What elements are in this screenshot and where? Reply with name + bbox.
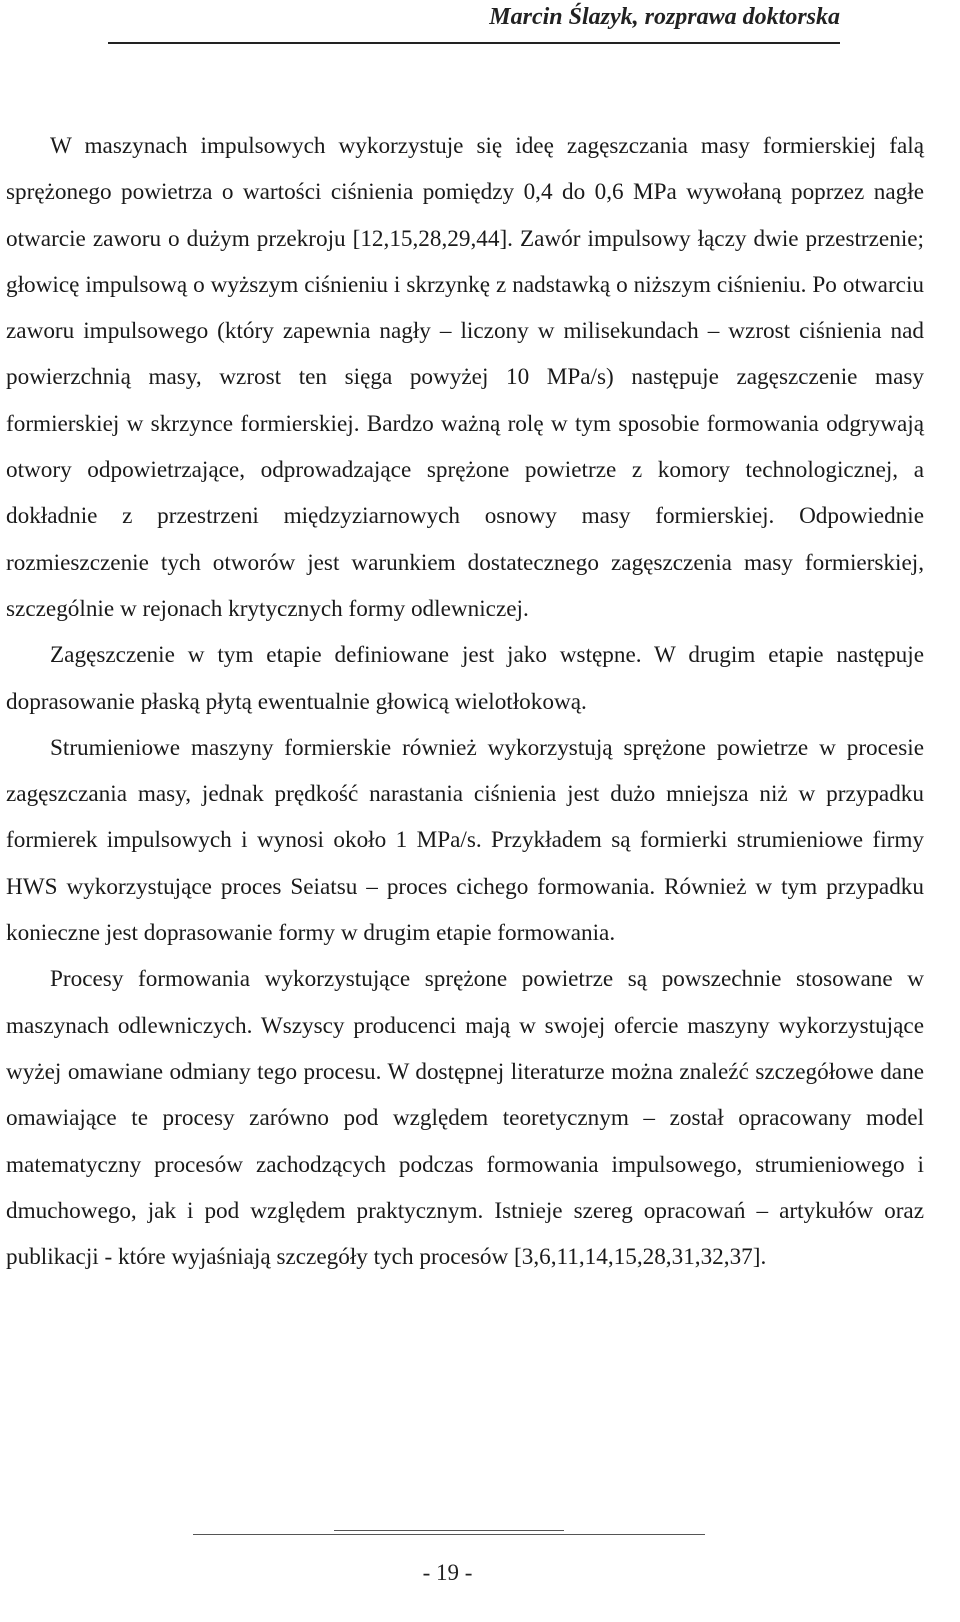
paragraph-preliminary-compaction: Zagęszczenie w tym etapie definiowane jest jako wstępne. W drugim etapie następuje doprasowanie płaską płytą ewentualnie głowicą wielotłokową. (6, 642, 924, 715)
header-title: Marcin Ślazyk, rozprawa doktorska (489, 4, 840, 30)
page-header (108, 0, 840, 46)
document-body (6, 123, 924, 1280)
paragraph-impulse-machines: W maszynach impulsowych wykorzystuje się ideę zagęszczania masy formierskiej falą sprężonego powietrza o wartości ciśnienia pomiędzy 0,4 do 0,6 MPa wywołaną poprzez nagłe otwarcie zaworu o dużym przekroju [12,15,28,29,44]. Zawór impulsowy łączy dwie przestrzenie; głowicę impulsową o wyższym ciśnieniu i skrzynkę z nadstawką o niższym ciśnieniu. Po otwarciu zaworu impulsowego (który zapewnia nagły – liczony w milisekundach – wzrost ciśnienia nad powierzchnią masy, wzrost ten sięga powyżej 10 MPa/s) następuje zagęszczenie masy formierskiej w skrzynce formierskiej. Bardzo ważną rolę w tym sposobie formowania odgrywają otwory odpowietrzające, odprowadzające sprężone powietrze z komory technologicznej, a dokładnie z przestrzeni międzyziarnowych osnowy masy formierskiej. Odpowiednie rozmieszczenie tych otworów jest warunkiem dostatecznego zagęszczenia masy formierskiej, szczególnie w rejonach krytycznych formy odlewniczej. (6, 133, 924, 622)
paragraph-compressed-air-processes: Procesy formowania wykorzystujące sprężone powietrze są powszechnie stosowane w maszynach odlewniczych. Wszyscy producenci mają w swojej ofercie maszyny wykorzystujące wyżej omawiane odmiany tego procesu. W dostępnej literaturze można znaleźć szczegółowe dane omawiające te procesy zarówno pod względem teoretycznym – został opracowany model matematyczny procesów zachodzących podczas formowania impulsowego, strumieniowego i dmuchowego, jak i pod względem praktycznym. Istnieje szereg opracowań – artykułów oraz publikacji - które wyjaśniają szczegóły tych procesów [3,6,11,14,15,28,31,32,37]. (6, 966, 924, 1271)
footer-divider (193, 1534, 705, 1535)
header-divider (108, 42, 840, 44)
footer-divider-short (334, 1530, 564, 1531)
page-number: - 19 - (422, 1560, 473, 1585)
paragraph-jet-machines: Strumieniowe maszyny formierskie również wykorzystują sprężone powietrze w procesie zagęszczania masy, jednak prędkość narastania ciśnienia jest dużo mniejsza niż w przypadku formierek impulsowych i wynosi około 1 MPa/s. Przykładem są formierki strumieniowe firmy HWS wykorzystujące proces Seiatsu – proces cichego formowania. Również w tym przypadku konieczne jest doprasowanie formy w drugim etapie formowania. (6, 734, 924, 947)
page-footer (0, 1520, 960, 1620)
